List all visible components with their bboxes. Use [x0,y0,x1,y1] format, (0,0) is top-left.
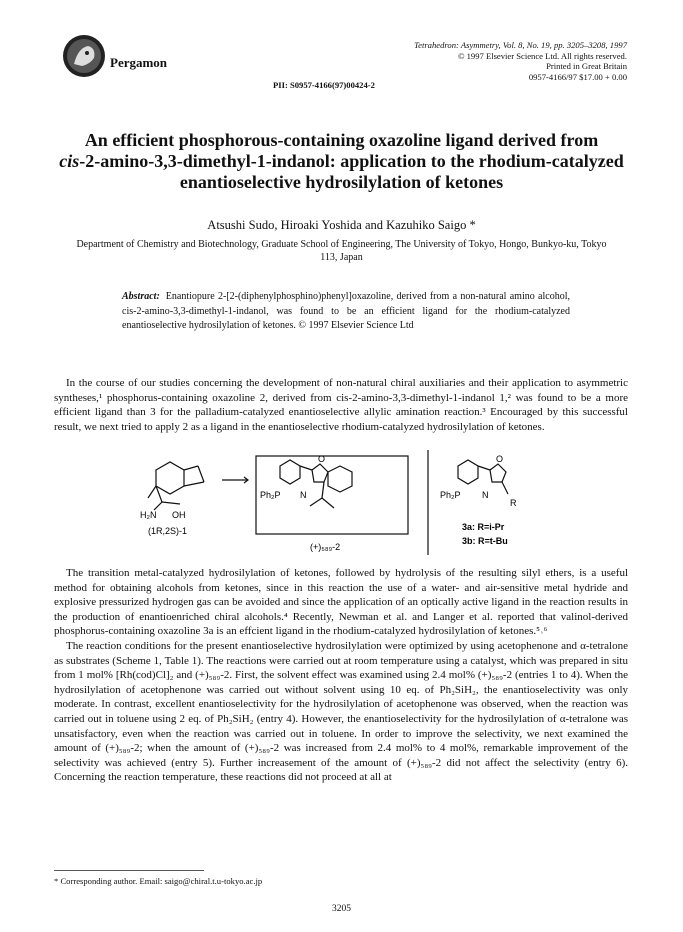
c3-ph2p-label: Ph₂P [440,490,461,500]
abstract-text: Enantiopure 2-[2-(diphenylphosphino)phenyl]oxazoline, derived from a non-natural amino alcohol, cis-2-amino-3,3-dimethyl-1-indanol, was found to be an efficient ligand for the rhodium-catalyzed enantioselective hydrosilylation of ketones. © 1997 Elsevier Science Ltd [122,291,570,331]
copyright-line: © 1997 Elsevier Science Ltd. All rights reserved. [457,50,627,61]
c2-o-label: O [318,454,326,464]
paragraph: In the course of our studies concerning the development of non-natural chiral auxiliaries and their application to asymmetric syntheses,¹ phosphorus-containing oxazoline 2, derived from cis-2-amino-3,3-dimethyl-1-indanol 1,² was found to be a more efficient ligand than 3 for the palladium-catalyzed enantioselective allylic amination reaction.³ Encouraged by this successful result, we next tried to apply 2 as a ligand in the enantioselective rhodium-catalyzed hydrosilylation of ketones. [54,377,628,433]
issn-line: 0957-4166/97 $17.00 + 0.00 [528,71,627,82]
footnote-divider [54,870,204,871]
structures-scheme [140,450,540,560]
c1-amine-label: H₂N [140,510,157,520]
authors: Atsushi Sudo, Hiroaki Yoshida and Kazuhiko Saigo * [207,218,476,232]
c2-n-label: N [300,490,307,500]
pergamon-logo-icon [62,34,106,78]
footnote: * Corresponding author. Email: saigo@chiral.t.u-tokyo.ac.jp [54,876,263,886]
journal-line: Tetrahedron: Asymmetry, Vol. 8, No. 19, pp. 3205–3208, 1997 [414,40,627,50]
printed-line: Printed in Great Britain [546,61,627,71]
page-number: 3205 [332,904,351,914]
paragraph: The transition metal-catalyzed hydrosilylation of ketones, followed by hydrolysis of the resulting silyl ethers, is a useful method for obtaining alcohols from ketones, since in this reaction the use of a water- and air-sensitive metal hydride and explosive pressurized hydrogen gas can be avoided and since the application of an optically active ligand in the reaction results in the production of enantioenriched chiral alcohols.⁴ Recently, Newman et al. and Langer et al. reported that valinol-derived phosphorus-containing oxazoline 3a is an effcient ligand in the rhodium-catalyzed hydrosilylation of ketones.⁵˒⁶ [54,567,628,638]
c3-n-label: N [482,490,489,500]
title-italic: cis [59,151,80,171]
c3-r-label: R [510,498,517,508]
abstract-label: Abstract: [122,291,160,302]
paragraph: The reaction conditions for the present enantioselective hydrosilylation were optimized by using acetophenone and α-tetralone as substrates (Scheme 1, Table 1). The reactions were carried out at room temperature using a catalyst, which was prepared in situ from 1 mol% [Rh(cod)Cl]₂ and (+)₅₈₉-2. First, the solvent effect was examined using 2.4 mol% (+)₅₈₉-2 (entries 1 to 4). When the hydrosilylation of acetophenone was carried out without solvent using 10 eq. of Ph₂SiH₂, the enantioselectivity was only moderate. In contrast, excellent enantioselectivity for the hydrosilylation of acetophenone was observed, when the reaction was carried out in toluene using 2 eq. of Ph₂SiH₂ (entry 4). However, the enantioselectivity for the hydrosilylation of α-tetralone was unsatisfactory, even when the reaction was carried out in toluene. In order to improve the selectivity, we next examined the amount of (+)₅₈₉-2; when the amount of (+)₅₈₉-2 was increased from 2.4 mol% to 4 mol%, remarkable improvement of the selectivity was achieved (entry 5). Further increasement of the amount of (+)₅₈₉-2 did not affect the selectivity (entry 6). Concerning the reaction temperature, these reactions did not proceed at all at [54,639,628,784]
body-main [54,566,628,785]
compound-2-label: (+)₅₈₉-2 [310,542,341,552]
pii: PII: S0957-4166(97)00424-2 [273,80,375,90]
publisher-name: Pergamon [110,55,168,70]
paper-title [40,130,643,193]
journal-citation [297,40,627,82]
title-part-1: An efficient phosphorous-containing oxazoline ligand derived from [84,130,599,150]
c2-ph2p-label: Ph₂P [260,490,281,500]
compound-3a-label: 3a: R=i-Pr [462,522,505,532]
compound-1-label: (1R,2S)-1 [148,526,188,536]
compound-3b-label: 3b: R=t-Bu [462,536,508,546]
c1-oh-label: OH [172,510,186,520]
title-part-2: -2-amino-3,3-dimethyl-1-indanol: application to the rhodium-catalyzed enantioselective hydrosilylation of ketones [79,151,624,192]
c3-o-label: O [496,454,504,464]
body-intro [54,376,628,434]
abstract [122,290,570,334]
affiliation: Department of Chemistry and Biotechnology, Graduate School of Engineering, The University of Tokyo, Hongo, Bunkyo-ku, Tokyo 113, Japan [76,239,607,263]
